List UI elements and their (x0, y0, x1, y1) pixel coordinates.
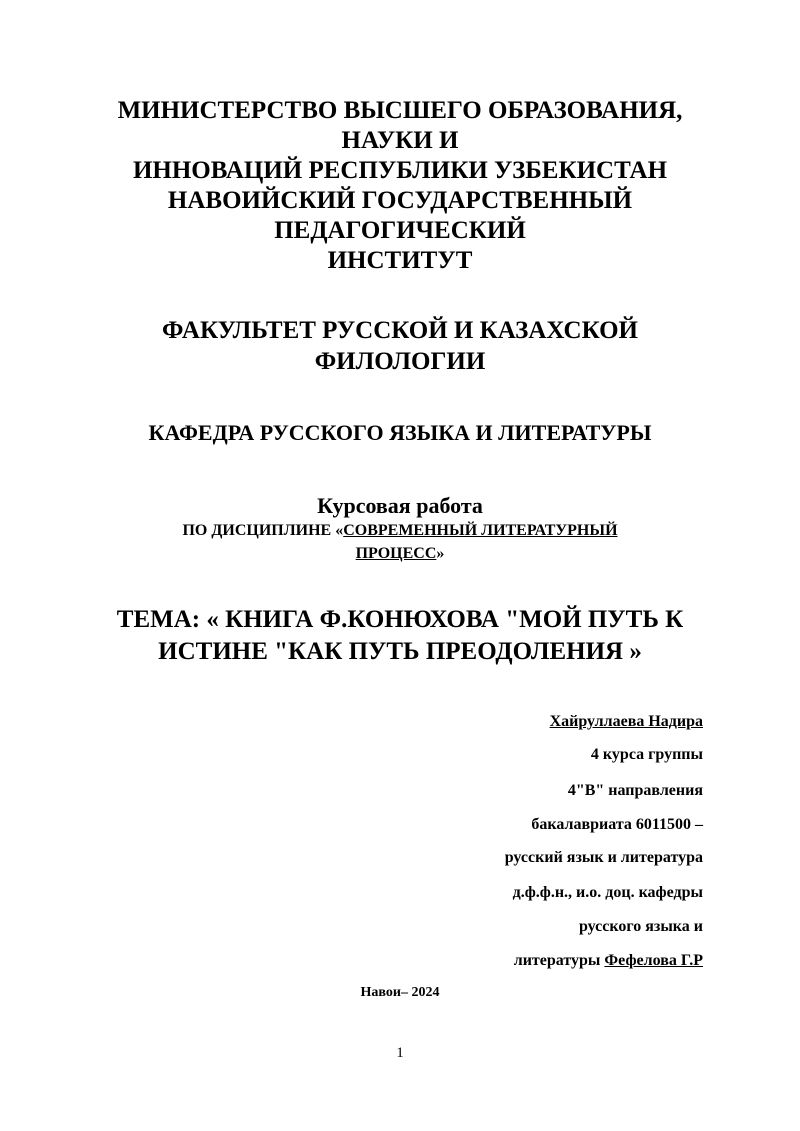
ministry-line: НАУКИ И (341, 127, 459, 154)
discipline (100, 519, 700, 565)
supervisor-name: Фефелова Г.Р (604, 952, 703, 969)
discipline-prefix: ПО ДИСЦИПЛИНЕ « (182, 522, 344, 539)
theme-line: ИСТИНЕ "КАК ПУТЬ ПРЕОДОЛЕНИЯ » (158, 638, 642, 665)
discipline-name-part-1: СОВРЕМЕННЫЙ ЛИТЕРАТУРНЫЙ (343, 522, 618, 539)
supervisor-line (303, 951, 703, 971)
city-year: Навои– 2024 (360, 985, 440, 1000)
ministry-line: НАВОИЙСКИЙ ГОСУДАРСТВЕННЫЙ (167, 187, 633, 214)
author-info-line: 4 курса группы (590, 746, 703, 763)
author-info-line: д.ф.ф.н., и.о. доц. кафедры (512, 884, 703, 901)
author-info-line: 4"В" направления (567, 782, 703, 799)
ministry-header (100, 96, 700, 276)
discipline-suffix: » (436, 545, 445, 562)
discipline-name-part-2: ПРОЦЕСС (355, 545, 437, 562)
department-title: КАФЕДРА РУССКОГО ЯЗЫКА И ЛИТЕРАТУРЫ (148, 420, 652, 445)
supervisor-prefix: литературы (513, 952, 605, 969)
discipline-line-2 (100, 542, 700, 565)
author-info-line: бакалавриата 6011500 – (531, 816, 703, 833)
author-info-line: русский язык и литература (504, 849, 703, 866)
faculty-line: ФАКУЛЬТЕТ РУССКОЙ И КАЗАХСКОЙ (162, 317, 638, 344)
theme-line: ТЕМА: « КНИГА Ф.КОНЮХОВА "МОЙ ПУТЬ К (116, 606, 684, 633)
ministry-line: ИНСТИТУТ (327, 247, 473, 274)
ministry-line: ПЕДАГОГИЧЕСКИЙ (274, 217, 526, 244)
page-number: 1 (396, 1045, 404, 1061)
author-name: Хайруллаева Надира (549, 713, 703, 730)
theme-title (100, 604, 700, 668)
faculty-title (100, 315, 700, 377)
author-info-line: русского языка и (578, 918, 703, 935)
ministry-line: МИНИСТЕРСТВО ВЫСШЕГО ОБРАЗОВАНИЯ, (117, 97, 683, 124)
ministry-line: ИННОВАЦИЙ РЕСПУБЛИКИ УЗБЕКИСТАН (132, 157, 668, 184)
work-type: Курсовая работа (317, 493, 483, 518)
discipline-line-1 (100, 519, 700, 542)
faculty-line: ФИЛОЛОГИИ (314, 348, 486, 375)
